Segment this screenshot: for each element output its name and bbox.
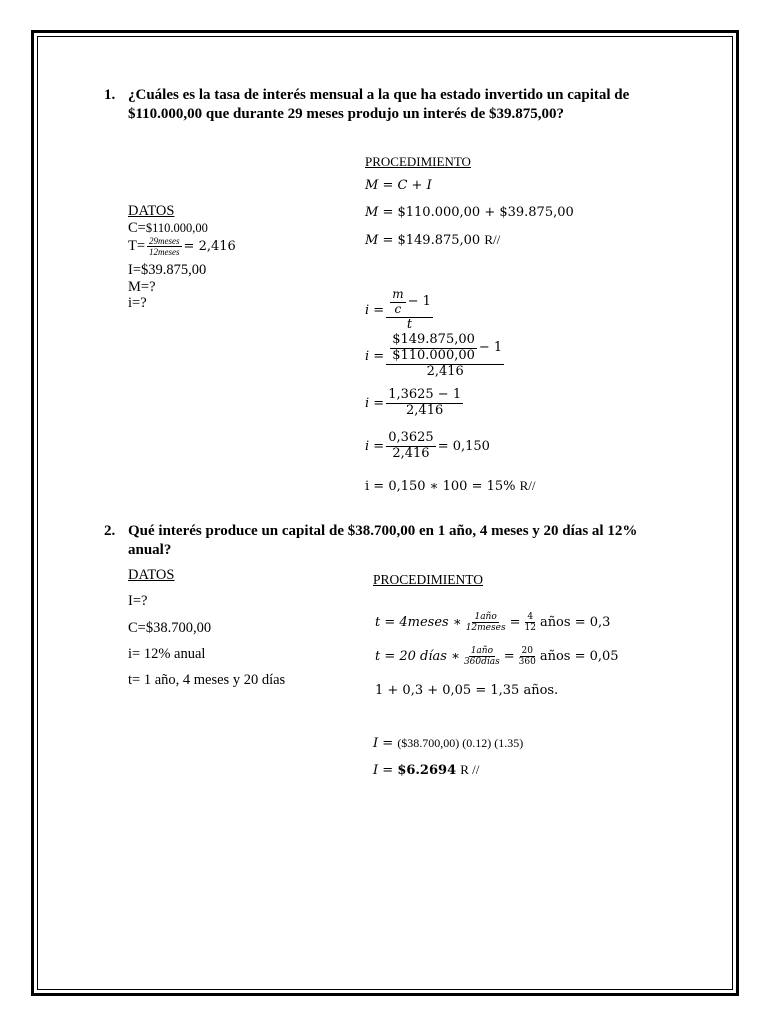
problem1-m-result-line xyxy=(365,232,500,248)
r-mark: R// xyxy=(484,232,501,247)
datos-rate-line: i=? xyxy=(128,295,147,311)
problem1-number: 1. xyxy=(104,87,116,103)
problem2-result-line xyxy=(373,762,479,778)
t1-den: 12meses xyxy=(465,623,506,634)
problem1-question-line2: $110.000,00 que durante 29 meses produjo un interés de $39.875,00? xyxy=(128,106,564,122)
f1-minus: − 1 xyxy=(407,293,431,309)
f1-t: t xyxy=(406,316,413,332)
formula-substituted-fraction xyxy=(386,333,504,380)
problem2-t2-line xyxy=(375,646,619,668)
interest-lhs: I = xyxy=(373,736,394,751)
f3-den: 2,416 xyxy=(406,402,444,418)
f2-minus: − 1 xyxy=(478,339,503,355)
f4-result: = 0,150 xyxy=(437,438,490,454)
problem1-datos-label: DATOS xyxy=(128,203,175,219)
datos-c-line xyxy=(128,220,208,237)
f2-den: 2,416 xyxy=(426,363,464,379)
t2-num2: 20 xyxy=(521,646,533,656)
problem1-formula-i xyxy=(365,288,435,333)
datos-t-num: 29meses xyxy=(149,236,180,246)
datos-t-line xyxy=(128,236,236,258)
f2-bottom: $110.000,00 xyxy=(392,347,475,363)
result-value: $6.2694 xyxy=(397,763,457,778)
final-expr: i = 0,150 ∗ 100 = 15% xyxy=(365,479,516,494)
f4-num: 0,3625 xyxy=(388,430,434,445)
problem2-procedimiento-label: PROCEDIMIENTO xyxy=(373,572,484,587)
p2-datos-i-line: I=? xyxy=(128,593,148,609)
formula-i-fraction xyxy=(386,288,433,333)
problem2-question-line2: anual? xyxy=(128,542,172,558)
t2-lhs: t = 20 días ∗ xyxy=(375,649,460,665)
datos-i-line: I=$39.875,00 xyxy=(128,262,207,278)
i-lhs: i = xyxy=(365,302,385,318)
problem2-t1-line xyxy=(375,612,610,634)
problem2-question-line1: Qué interés produce un capital de $38.700,00 en 1 año, 4 meses y 20 días al 12% xyxy=(128,523,638,539)
f4-den: 2,416 xyxy=(392,445,430,461)
i-lhs-3: i = xyxy=(365,395,385,411)
m-sum: $110.000,00 + $39.875,00 xyxy=(397,205,574,220)
t1-num2: 4 xyxy=(527,612,534,622)
problem2-datos-label: DATOS xyxy=(128,567,175,583)
final-r: R// xyxy=(519,478,536,493)
result-lhs: I = xyxy=(373,763,394,778)
t1-eq: = xyxy=(509,615,521,631)
t1-den2: 12 xyxy=(524,623,536,634)
p2-datos-c-line: C=$38.700,00 xyxy=(128,620,212,636)
t2-den: 360días xyxy=(463,657,500,668)
problem2-interest-line xyxy=(373,736,523,751)
i-lhs-4: i = xyxy=(365,438,385,454)
datos-m-line: M=? xyxy=(128,279,156,295)
datos-t-label: T= xyxy=(128,238,146,255)
f2-top: $149.875,00 xyxy=(392,332,475,347)
t2-result: años = 0,05 xyxy=(539,649,619,665)
t2-num: 1año xyxy=(470,646,493,656)
interest-expr: ($38.700,00) (0.12) (1.35) xyxy=(397,736,524,750)
datos-t-result: = 2,416 xyxy=(183,239,236,255)
problem1-formula-result xyxy=(365,431,490,462)
t1-num: 1año xyxy=(474,612,497,622)
result-r: R // xyxy=(460,762,480,777)
problem1-final xyxy=(365,478,536,494)
m-result: $149.875,00 xyxy=(397,233,481,248)
datos-c-value: $110.000,00 xyxy=(145,221,208,235)
problem2-sum-line: 1 + 0,3 + 0,05 = 1,35 años. xyxy=(375,683,559,698)
problem1-m-sum-line xyxy=(365,205,574,220)
t1-lhs: t = 4meses ∗ xyxy=(375,615,462,631)
m-lhs-2: M = xyxy=(365,233,394,248)
datos-t-den: 12meses xyxy=(149,247,180,258)
problem1-formula: M = C + I xyxy=(365,178,432,193)
p2-datos-t-line: t= 1 año, 4 meses y 20 días xyxy=(128,672,286,688)
problem1-formula-ratio xyxy=(365,388,465,419)
problem2-number: 2. xyxy=(104,523,116,539)
datos-t-fraction xyxy=(147,236,182,258)
p2-datos-rate-line: i= 12% anual xyxy=(128,646,206,662)
f1-c: c xyxy=(394,301,402,316)
m-lhs: M = xyxy=(365,205,394,220)
problem1-formula-substituted xyxy=(365,333,506,380)
datos-c-label: C= xyxy=(128,220,146,236)
f3-num: 1,3625 − 1 xyxy=(388,387,462,402)
problem1-procedimiento-label: PROCEDIMIENTO xyxy=(365,154,471,169)
problem1-question-line1: ¿Cuáles es la tasa de interés mensual a la que ha estado invertido un capital de xyxy=(128,87,630,103)
t2-den2: 360 xyxy=(518,657,536,668)
t1-result: años = 0,3 xyxy=(539,615,611,631)
i-lhs-2: i = xyxy=(365,348,385,364)
f1-m: m xyxy=(392,287,404,301)
t2-eq: = xyxy=(503,649,515,665)
